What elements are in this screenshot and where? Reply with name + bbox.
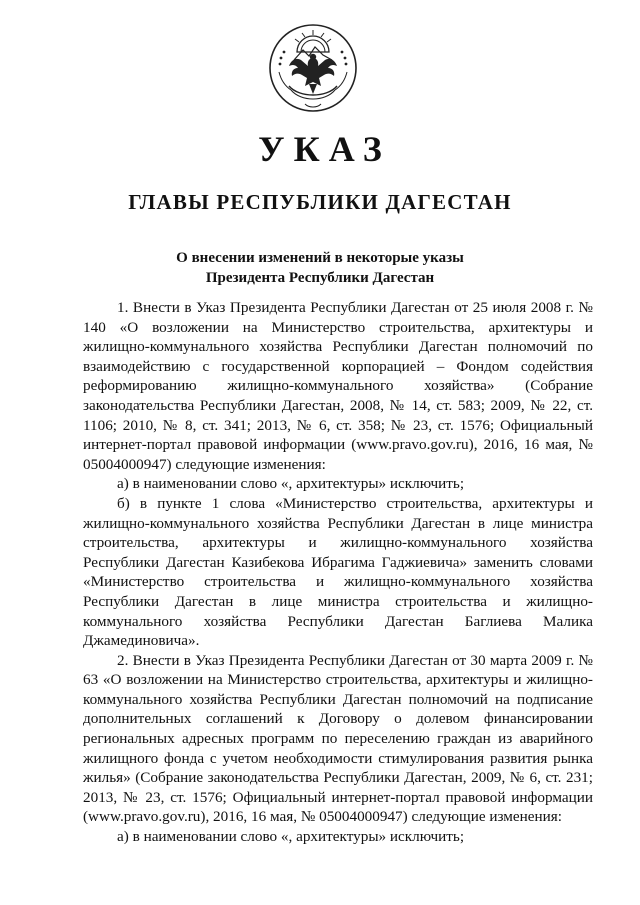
- body-paragraph: а) в наименовании слово «, архитектуры» исключить;: [117, 828, 465, 846]
- dagestan-coat-of-arms-icon: [267, 22, 359, 114]
- body-paragraph: 2. Внести в Указ Президента Республики Дагестан от 30 марта 2009 г. № 63 «О возложении на Министерство строительства, архитектуры и жилищно-коммунального хозяйства Республики Дагестан полномочий на подписание дополнительных соглашений к Договору о долевом финансировании региональных адресных программ по переселению граждан из аварийного жилищного фонда с учетом необходимости стимулирования развития рынка жилья» (Собрание законодательства Республики Дагестан, 2009, № 6, ст. 231; 2013, № 23, ст. 1576; Официальный интернет-портал правовой информации (www.pravo.gov.ru), 2016, 16 мая, № 05004000947) следующие изменения:: [83, 651, 593, 826]
- document-title: [0, 248, 640, 288]
- issuer-heading: ГЛАВЫ РЕСПУБЛИКИ ДАГЕСТАН: [128, 190, 512, 214]
- body-paragraph: б) в пункте 1 слова «Министерство строительства, архитектуры и жилищно-коммунального хозяйства Республики Дагестан в лице министра строительства, архитектуры и жилищно-коммунального хозяйства Республики Дагестан Казибекова Ибрагима Гаджиевича» заменить словами «Министерство строительства и жилищно-коммунального хозяйства Республики Дагестан в лице министра строительства и жилищно-коммунального хозяйства Республики Дагестан Баглиева Малика Джамединовича».: [83, 494, 593, 650]
- document-body: [83, 298, 593, 847]
- body-paragraph: 1. Внести в Указ Президента Республики Дагестан от 25 июля 2008 г. № 140 «О возложении на Министерство строительства, архитектуры и жилищно-коммунального хозяйства Республики Дагестан полномочий по взаимодействию с государственной корпорацией – Фондом содействия реформированию жилищно-коммунального хозяйства» (Собрание законодательства Республики Дагестан, 2008, № 14, ст. 583; 2009, № 22, ст. 1106; 2010, № 8, ст. 341; 2013, № 6, ст. 358; № 23, ст. 1576; Официальный интернет-портал правовой информации (www.pravo.gov.ru), 2016, 16 мая, № 05004000947) следующие изменения:: [83, 299, 593, 473]
- body-paragraph: а) в наименовании слово «, архитектуры» исключить;: [117, 475, 465, 493]
- document-type-heading: УКАЗ: [258, 129, 391, 169]
- document-title-line: О внесении изменений в некоторые указы: [176, 250, 464, 266]
- document-title-line: Президента Республики Дагестан: [205, 270, 435, 286]
